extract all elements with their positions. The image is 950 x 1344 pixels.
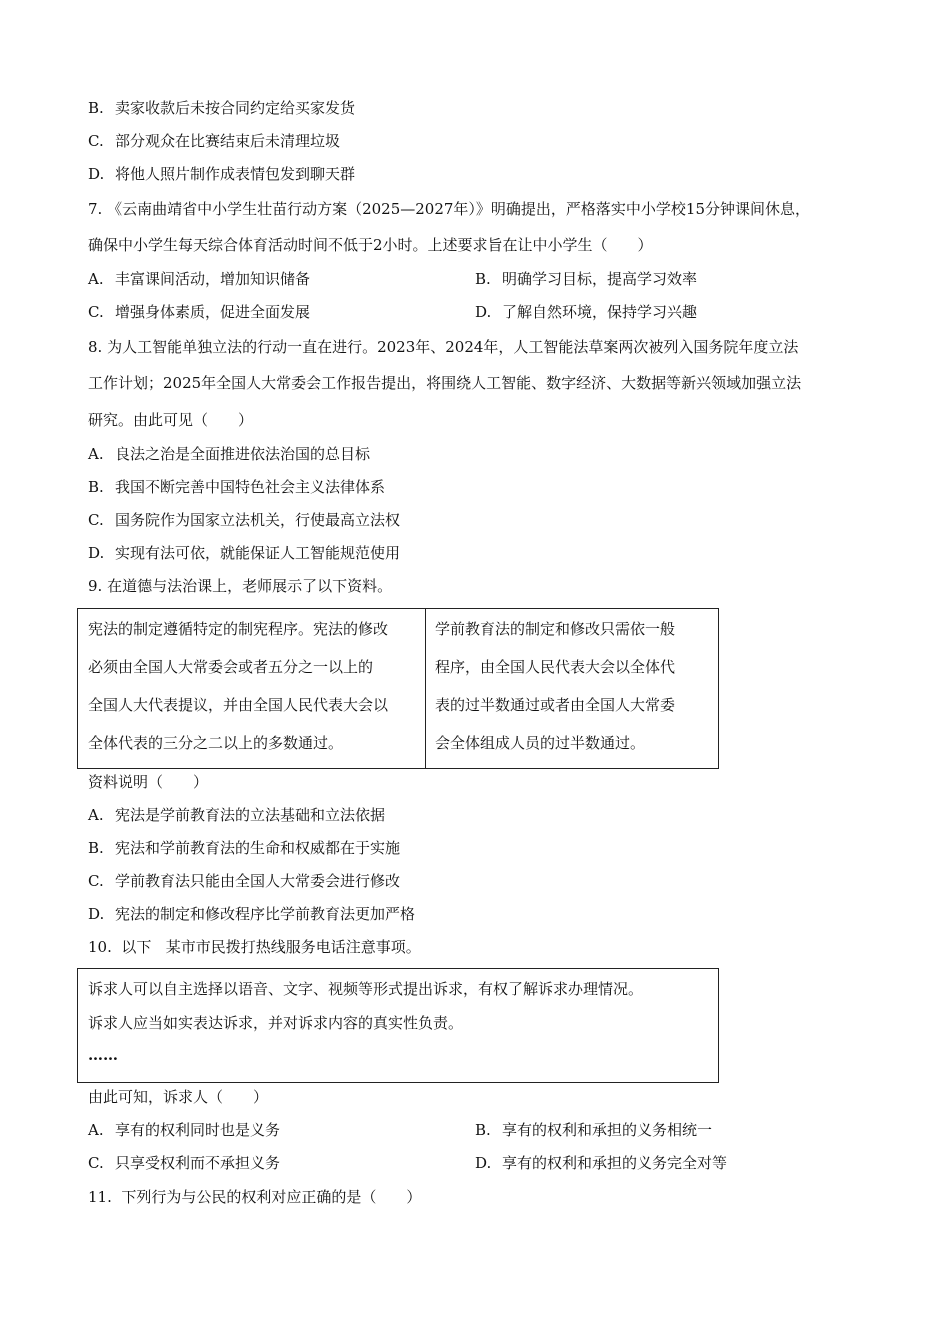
option-letter: A.: [88, 806, 104, 824]
q9-material-table: [77, 608, 719, 769]
q10-material-box: [77, 968, 719, 1083]
q8-stem-line2: 工作计划；2025年全国人大常委会工作报告提出，将围绕人工智能、数字经济、大数据等新兴领域加强立法: [88, 374, 802, 392]
option-text: 实现有法可依，就能保证人工智能规范使用: [115, 544, 401, 562]
q7-option-c: [88, 302, 310, 322]
right-cell-line: 会全体组成人员的过半数通过。: [435, 734, 646, 752]
option-letter: D.: [88, 905, 105, 923]
left-cell-line: 全体代表的三分之二以上的多数通过。: [88, 734, 344, 752]
option-letter: D.: [88, 165, 105, 183]
box-line: 诉求人应当如实表达诉求，并对诉求内容的真实性负责。: [88, 1014, 464, 1032]
q6-option-c: [88, 131, 340, 151]
q8-stem-line3: 研究。由此可见（ ）: [88, 411, 254, 429]
option-text: 只享受权利而不承担义务: [115, 1154, 281, 1172]
option-text: 了解自然环境，保持学习兴趣: [502, 303, 698, 321]
option-letter: C.: [88, 132, 104, 150]
option-letter: C.: [88, 1154, 104, 1172]
left-cell-line: 必须由全国人大常委会或者五分之一以上的: [88, 658, 374, 676]
option-text: 享有的权利和承担的义务完全对等: [502, 1154, 728, 1172]
option-letter: A.: [88, 1121, 104, 1139]
option-letter: A.: [88, 445, 104, 463]
q7-stem-line2: 确保中小学生每天综合体育活动时间不低于2小时。上述要求旨在让中小学生（ ）: [88, 236, 653, 254]
q7-option-a: [88, 269, 310, 289]
option-text: 我国不断完善中国特色社会主义法律体系: [115, 478, 386, 496]
q9-option-d: [88, 904, 415, 924]
right-cell-line: 表的过半数通过或者由全国人大常委: [435, 696, 676, 714]
option-letter: B.: [88, 478, 104, 496]
q7-option-b: [475, 269, 697, 289]
q8-option-a: [88, 444, 370, 464]
q10-option-c: [88, 1153, 280, 1173]
q10-stem: 10. 以下 某市市民拨打热线服务电话注意事项。: [88, 938, 421, 956]
option-text: 将他人照片制作成表情包发到聊天群: [115, 165, 356, 183]
q11-stem: 11. 下列行为与公民的权利对应正确的是（ ）: [88, 1188, 422, 1206]
table-divider: [425, 609, 426, 768]
option-text: 卖家收款后未按合同约定给买家发货: [115, 99, 356, 117]
option-text: 部分观众在比赛结束后未清理垃圾: [115, 132, 341, 150]
option-text: 明确学习目标，提高学习效率: [502, 270, 698, 288]
option-text: 学前教育法只能由全国人大常委会进行修改: [115, 872, 401, 890]
q9-option-a: [88, 805, 385, 825]
q6-option-b: [88, 98, 355, 118]
right-cell-line: 学前教育法的制定和修改只需依一般: [435, 620, 676, 638]
option-letter: C.: [88, 511, 104, 529]
q9-stem: 9. 在道德与法治课上，老师展示了以下资料。: [88, 577, 393, 595]
q7-stem-line1: 7. 《云南曲靖省中小学生壮苗行动方案（2025—2027年）》明确提出，严格落实中小学校15分钟课间休息，: [88, 200, 811, 218]
option-letter: D.: [475, 1154, 492, 1172]
q10-option-b: [475, 1120, 712, 1140]
option-text: 良法之治是全面推进依法治国的总目标: [115, 445, 371, 463]
q7-option-d: [475, 302, 697, 322]
option-text: 丰富课间活动，增加知识储备: [115, 270, 311, 288]
left-cell-line: 全国人大代表提议，并由全国人民代表大会以: [88, 696, 389, 714]
option-letter: C.: [88, 872, 104, 890]
q8-option-c: [88, 510, 400, 530]
option-letter: C.: [88, 303, 104, 321]
q9-option-c: [88, 871, 400, 891]
q10-question: 由此可知，诉求人（ ）: [88, 1088, 269, 1106]
q8-option-b: [88, 477, 385, 497]
option-letter: D.: [475, 303, 492, 321]
box-ellipsis: ……: [88, 1046, 118, 1064]
right-cell-line: 程序，由全国人民代表大会以全体代: [435, 658, 676, 676]
q10-option-a: [88, 1120, 280, 1140]
option-text: 享有的权利同时也是义务: [115, 1121, 281, 1139]
q8-stem-line1: 8. 为人工智能单独立法的行动一直在进行。2023年、2024年，人工智能法草案两次被列入国务院年度立法: [88, 338, 799, 356]
q8-option-d: [88, 543, 400, 563]
option-text: 宪法和学前教育法的生命和权威都在于实施: [115, 839, 401, 857]
option-text: 国务院作为国家立法机关，行使最高立法权: [115, 511, 401, 529]
option-text: 增强身体素质，促进全面发展: [115, 303, 311, 321]
option-letter: B.: [475, 1121, 491, 1139]
box-line: 诉求人可以自主选择以语音、文字、视频等形式提出诉求，有权了解诉求办理情况。: [88, 980, 644, 998]
q10-option-d: [475, 1153, 727, 1173]
option-text: 宪法的制定和修改程序比学前教育法更加严格: [115, 905, 416, 923]
option-letter: B.: [88, 99, 104, 117]
option-text: 宪法是学前教育法的立法基础和立法依据: [115, 806, 386, 824]
option-letter: B.: [475, 270, 491, 288]
q9-option-b: [88, 838, 400, 858]
q6-option-d: [88, 164, 355, 184]
q9-question: 资料说明（ ）: [88, 773, 209, 791]
option-letter: D.: [88, 544, 105, 562]
left-cell-line: 宪法的制定遵循特定的制宪程序。宪法的修改: [88, 620, 389, 638]
option-letter: B.: [88, 839, 104, 857]
option-text: 享有的权利和承担的义务相统一: [502, 1121, 713, 1139]
option-letter: A.: [88, 270, 104, 288]
